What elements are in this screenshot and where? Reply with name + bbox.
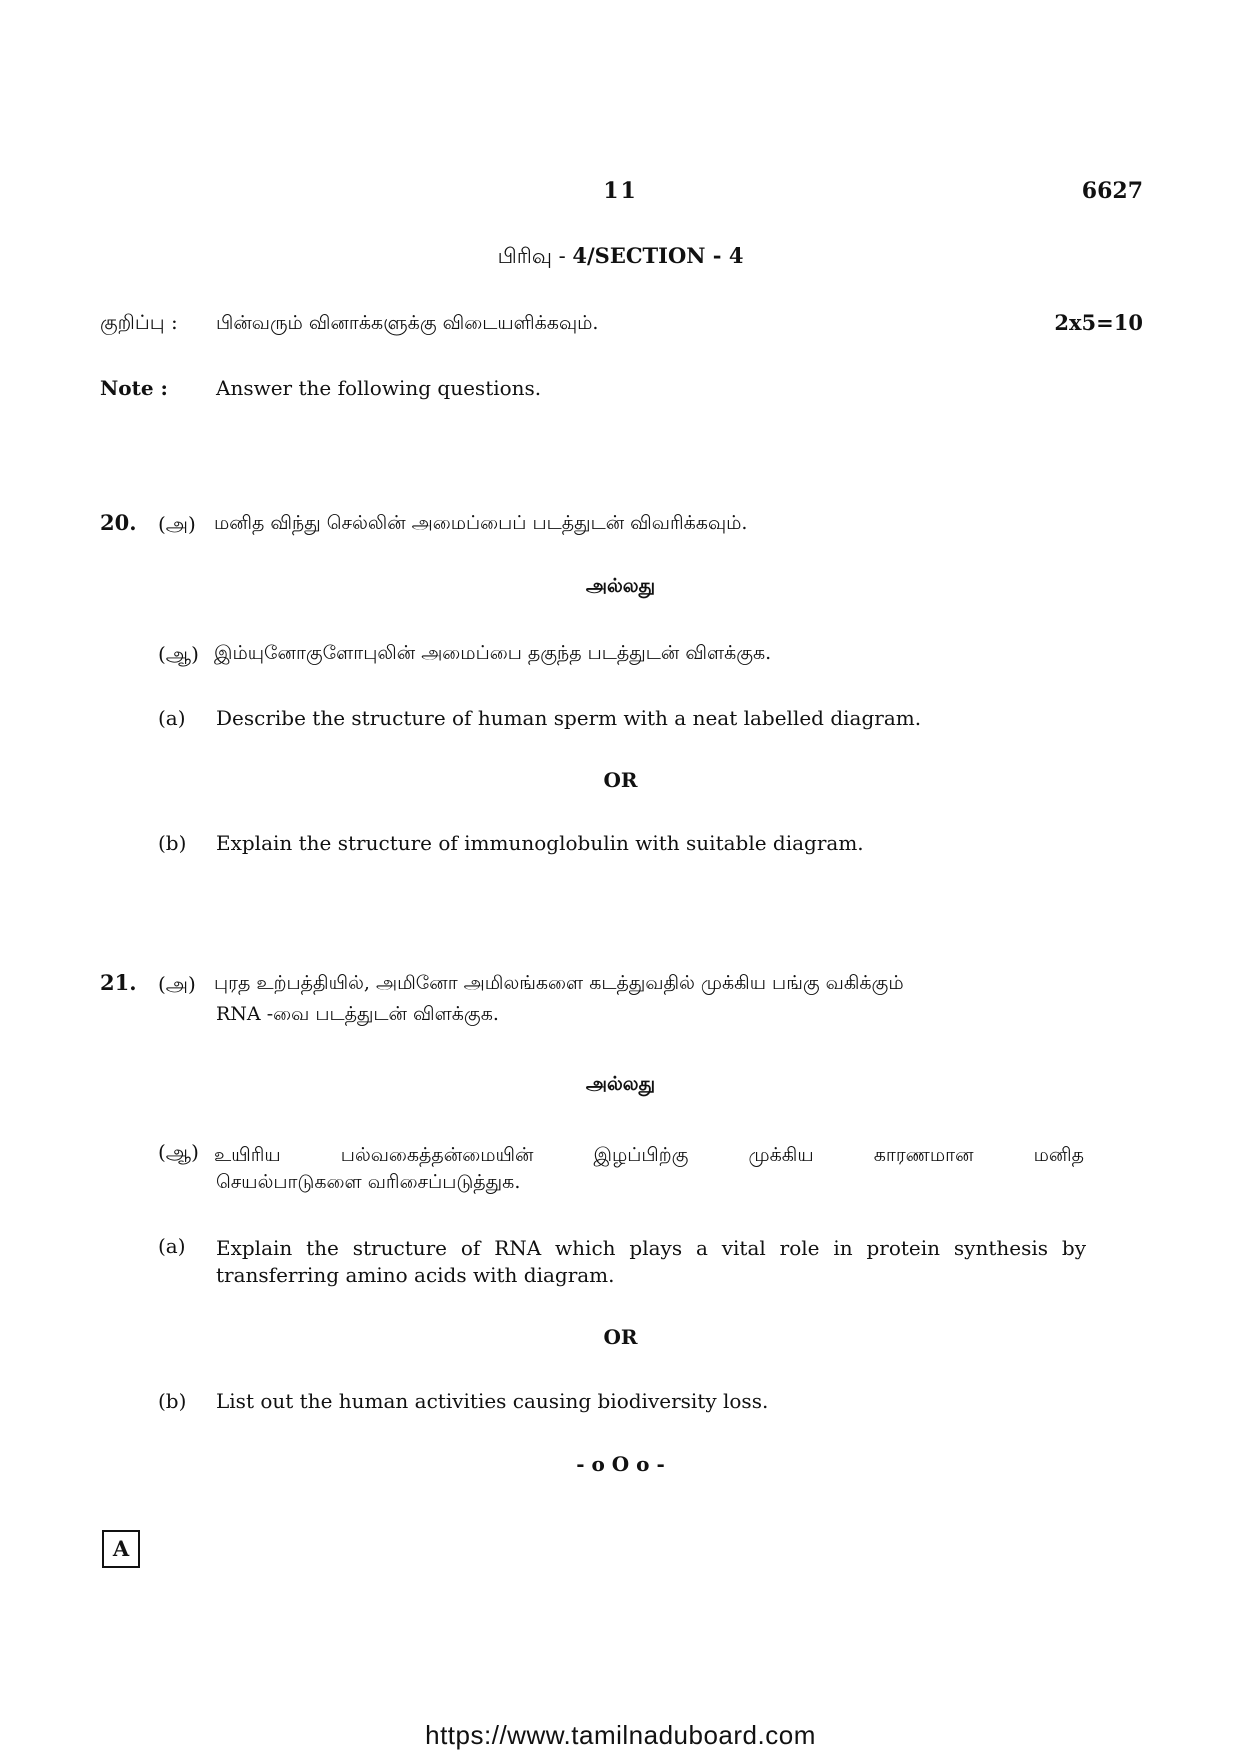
- marks-allocation: 2x5=10: [1054, 310, 1143, 335]
- website-url: https://www.tamilnaduboard.com: [425, 1720, 816, 1750]
- tamil-note-label: குறிப்பு :: [100, 310, 178, 334]
- q21-tamil-b-label: (ஆ): [158, 1140, 199, 1164]
- question-21-number: 21.: [100, 970, 137, 995]
- q20-tamil-a: மனித விந்து செல்லின் அமைப்பைப் படத்துடன் விவரிக்கவும்.: [214, 512, 748, 534]
- q21-tamil-b-line2: செயல்பாடுகளை வரிசைப்படுத்துக.: [216, 1171, 521, 1193]
- note-text: Answer the following questions.: [216, 376, 542, 400]
- q20-tamil-a-label: (அ): [158, 512, 196, 536]
- q21-en-b-label: (b): [158, 1389, 187, 1413]
- section-title-english: 4/SECTION - 4: [572, 243, 744, 268]
- section-title: [0, 243, 1241, 271]
- q21-en-a-line2: transferring amino acids with diagram.: [216, 1263, 615, 1287]
- q20-en-a: Describe the structure of human sperm with a neat labelled diagram.: [216, 706, 922, 730]
- q21-en-a-line1: Explain the structure of RNA which plays a vital role in protein synthesis by: [216, 1236, 1086, 1260]
- q21-en-or: OR: [603, 1325, 638, 1349]
- q21-tamil-b-line1: உயிரிய பல்வகைத்தன்மையின் இழப்பிற்கு முக்கிய காரணமான மனித: [214, 1144, 1084, 1166]
- q21-tamil-a-line2: RNA -வை படத்துடன் விளக்குக.: [216, 1003, 499, 1025]
- q21-en-a-label: (a): [158, 1234, 186, 1258]
- q21-tamil-a-label: (அ): [158, 972, 196, 996]
- q20-tamil-b-label: (ஆ): [158, 642, 199, 666]
- section-title-tamil: பிரிவு -: [497, 244, 573, 268]
- q20-en-b: Explain the structure of immunoglobulin with suitable diagram.: [216, 831, 864, 855]
- q20-tamil-b: இம்யுனோகுளோபுலின் அமைப்பை தகுந்த படத்துடன் விளக்குக.: [214, 642, 772, 664]
- q21-tamil-or: அல்லது: [585, 1073, 656, 1095]
- note-label: Note :: [100, 376, 168, 400]
- page-number: 11: [603, 178, 638, 204]
- q21-tamil-a-line1: புரத உற்பத்தியில், அமினோ அமிலங்களை கடத்துவதில் முக்கிய பங்கு வகிக்கும்: [214, 972, 904, 994]
- paper-code: 6627: [1081, 178, 1143, 204]
- q20-en-b-label: (b): [158, 831, 187, 855]
- end-mark: - o O o -: [576, 1452, 665, 1476]
- q20-tamil-or: அல்லது: [585, 575, 656, 597]
- q20-en-a-label: (a): [158, 706, 186, 730]
- version-box: A: [102, 1530, 140, 1568]
- q20-en-or: OR: [603, 768, 638, 792]
- q21-en-b: List out the human activities causing biodiversity loss.: [216, 1389, 769, 1413]
- tamil-note-text: பின்வரும் வினாக்களுக்கு விடையளிக்கவும்.: [216, 312, 599, 334]
- question-20-number: 20.: [100, 510, 137, 535]
